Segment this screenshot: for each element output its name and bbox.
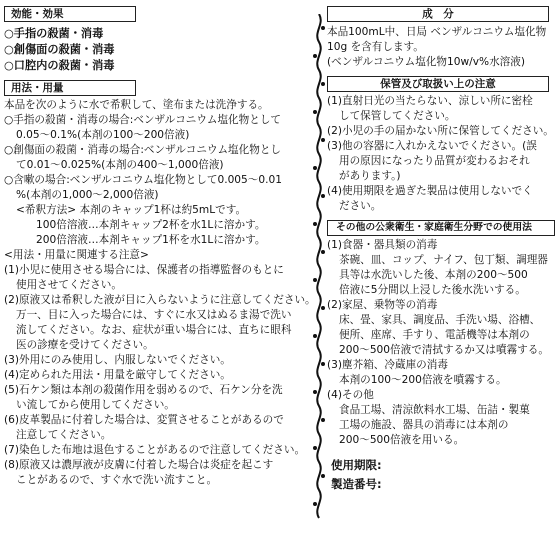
usage-line: て0.01～0.025%(本剤の400～1,000倍液) bbox=[16, 159, 224, 171]
public-health-line: 食品工場、清涼飲料水工場、缶詰・製菓 bbox=[339, 404, 530, 416]
public-health-line: 便所、座席、手すり、電話機等は本剤の bbox=[339, 329, 530, 341]
efficacy-item: ○口腔内の殺菌・消毒 bbox=[4, 59, 115, 72]
public-health-line: 本剤の100～200倍液を噴霧する。 bbox=[339, 374, 507, 386]
ingredients-text bbox=[327, 25, 555, 70]
storage-line: があります。) bbox=[339, 170, 401, 182]
usage-line: (5)石ケン類は本剤の殺菌作用を弱めるので、石ケン分を洗 bbox=[4, 384, 283, 396]
efficacy-item: ○創傷面の殺菌・消毒 bbox=[4, 43, 115, 56]
usage-line: 注意してください。 bbox=[16, 429, 112, 441]
usage-line: <用法・用量に関連する注意> bbox=[4, 249, 149, 261]
storage-line: ださい。 bbox=[339, 200, 382, 212]
public-health-line: (2)家屋、乗物等の消毒 bbox=[327, 299, 438, 311]
public-health-line: 茶碗、皿、コップ、ナイフ、包丁類、調理器 bbox=[339, 254, 548, 266]
public-health-line: (1)食器・器具類の消毒 bbox=[327, 239, 438, 251]
storage-line: (3)他の容器に入れかえないでください。(誤 bbox=[327, 140, 537, 152]
public-health-line: 200～500倍液を用いる。 bbox=[339, 434, 465, 446]
storage-line: (2)小児の手の届かない所に保管してください。 bbox=[327, 125, 554, 137]
usage-line: 0.05～0.1%(本剤の100～200倍液) bbox=[16, 129, 190, 141]
public-health-line: 床、畳、家具、調度品、手洗い場、浴槽、 bbox=[339, 314, 541, 326]
usage-line: ○創傷面の殺菌・消毒の場合:ベンザルコニウム塩化物とし bbox=[4, 144, 282, 156]
public-health-line: (3)塵芥箱、冷蔵庫の消毒 bbox=[327, 359, 448, 371]
public-health-line: 倍液に5分間以上浸した後水洗いする。 bbox=[339, 284, 526, 296]
efficacy-list bbox=[4, 26, 312, 74]
usage-line: 万一、目に入った場合には、すぐに水又はぬるま湯で洗い bbox=[16, 309, 292, 321]
usage-line: (8)原液又は濃厚液が皮膚に付着した場合は炎症を起こす bbox=[4, 459, 274, 471]
ingredients-line: 本品100mL中、日局 ベンザルコニウム塩化物 bbox=[327, 26, 547, 38]
left-column bbox=[4, 6, 316, 488]
expiry-label: 使用期限: bbox=[331, 458, 382, 472]
right-column bbox=[327, 6, 555, 494]
ingredients-header: 成 分 bbox=[327, 6, 549, 22]
usage-text bbox=[4, 98, 316, 488]
usage-line: (1)小児に使用させる場合には、保護者の指導監督のもとに bbox=[4, 264, 284, 276]
storage-text bbox=[327, 94, 555, 214]
ingredients-line: 10g を含有します。 bbox=[327, 41, 424, 53]
usage-line: (3)外用にのみ使用し、内服しないでください。 bbox=[4, 354, 231, 366]
usage-line: (4)定められた用法・用量を厳守してください。 bbox=[4, 369, 231, 381]
ingredients-line: (ベンザルコニウム塩化物10w/v%水溶液) bbox=[327, 56, 525, 68]
storage-line: (4)使用期限を過ぎた製品は使用しないでく bbox=[327, 185, 533, 197]
public-health-line: 工場の施設、器具の消毒には本剤の bbox=[339, 419, 509, 431]
vine-divider-icon bbox=[312, 14, 326, 524]
usage-line: (7)染色した布地は退色することがあるので注意してください。 bbox=[4, 444, 306, 456]
usage-line: 流してください。なお、症状が重い場合には、直ちに眼科 bbox=[16, 324, 292, 336]
usage-line: い流してから使用してください。 bbox=[16, 399, 175, 411]
usage-line: 使用させてください。 bbox=[16, 279, 122, 291]
usage-line: (2)原液又は希釈した液が目に入らないように注意してください。 bbox=[4, 294, 316, 306]
usage-line: 本品を次のように水で希釈して、塗布または洗浄する。 bbox=[4, 99, 269, 111]
usage-line: 200倍溶液…本剤キャップ1杯を水1Lに溶かす。 bbox=[36, 234, 266, 246]
usage-line: ○手指の殺菌・消毒の場合:ベンザルコニウム塩化物として bbox=[4, 114, 282, 126]
usage-line: 100倍溶液…本剤キャップ2杯を水1Lに溶かす。 bbox=[36, 219, 266, 231]
storage-line: して保管してください。 bbox=[339, 110, 456, 122]
storage-line: 用の原因になったり品質が変わるおそれ bbox=[339, 155, 530, 167]
efficacy-header: 効能・効果 bbox=[4, 6, 136, 22]
usage-line: (6)皮革製品に付着した場合は、変質させることがあるので bbox=[4, 414, 284, 426]
lot-number-label: 製造番号: bbox=[331, 477, 382, 491]
storage-line: (1)直射日光の当たらない、涼しい所に密栓 bbox=[327, 95, 533, 107]
usage-header: 用法・用量 bbox=[4, 80, 136, 96]
usage-line: %(本剤の1,000～2,000倍液) bbox=[16, 189, 159, 201]
usage-line: 医の診療を受けてください。 bbox=[16, 339, 154, 351]
public-health-line: 具等は水洗いした後、本剤の200～500 bbox=[339, 269, 528, 281]
usage-line: ことがあるので、すぐ水で洗い流すこと。 bbox=[16, 474, 218, 486]
public-health-text bbox=[327, 238, 555, 448]
storage-header: 保管及び取扱い上の注意 bbox=[327, 76, 549, 92]
public-health-header: その他の公衆衛生・家庭衛生分野での使用法 bbox=[327, 220, 555, 236]
usage-line: ○含嗽の場合:ベンザルコニウム塩化物として0.005～0.01 bbox=[4, 174, 282, 186]
public-health-line: (4)その他 bbox=[327, 389, 374, 401]
efficacy-item: ○手指の殺菌・消毒 bbox=[4, 27, 104, 40]
public-health-line: 200～500倍液で清拭するか又は噴霧する。 bbox=[339, 344, 549, 356]
usage-line: <希釈方法> 本剤のキャップ1杯は約5mLです。 bbox=[16, 204, 247, 216]
